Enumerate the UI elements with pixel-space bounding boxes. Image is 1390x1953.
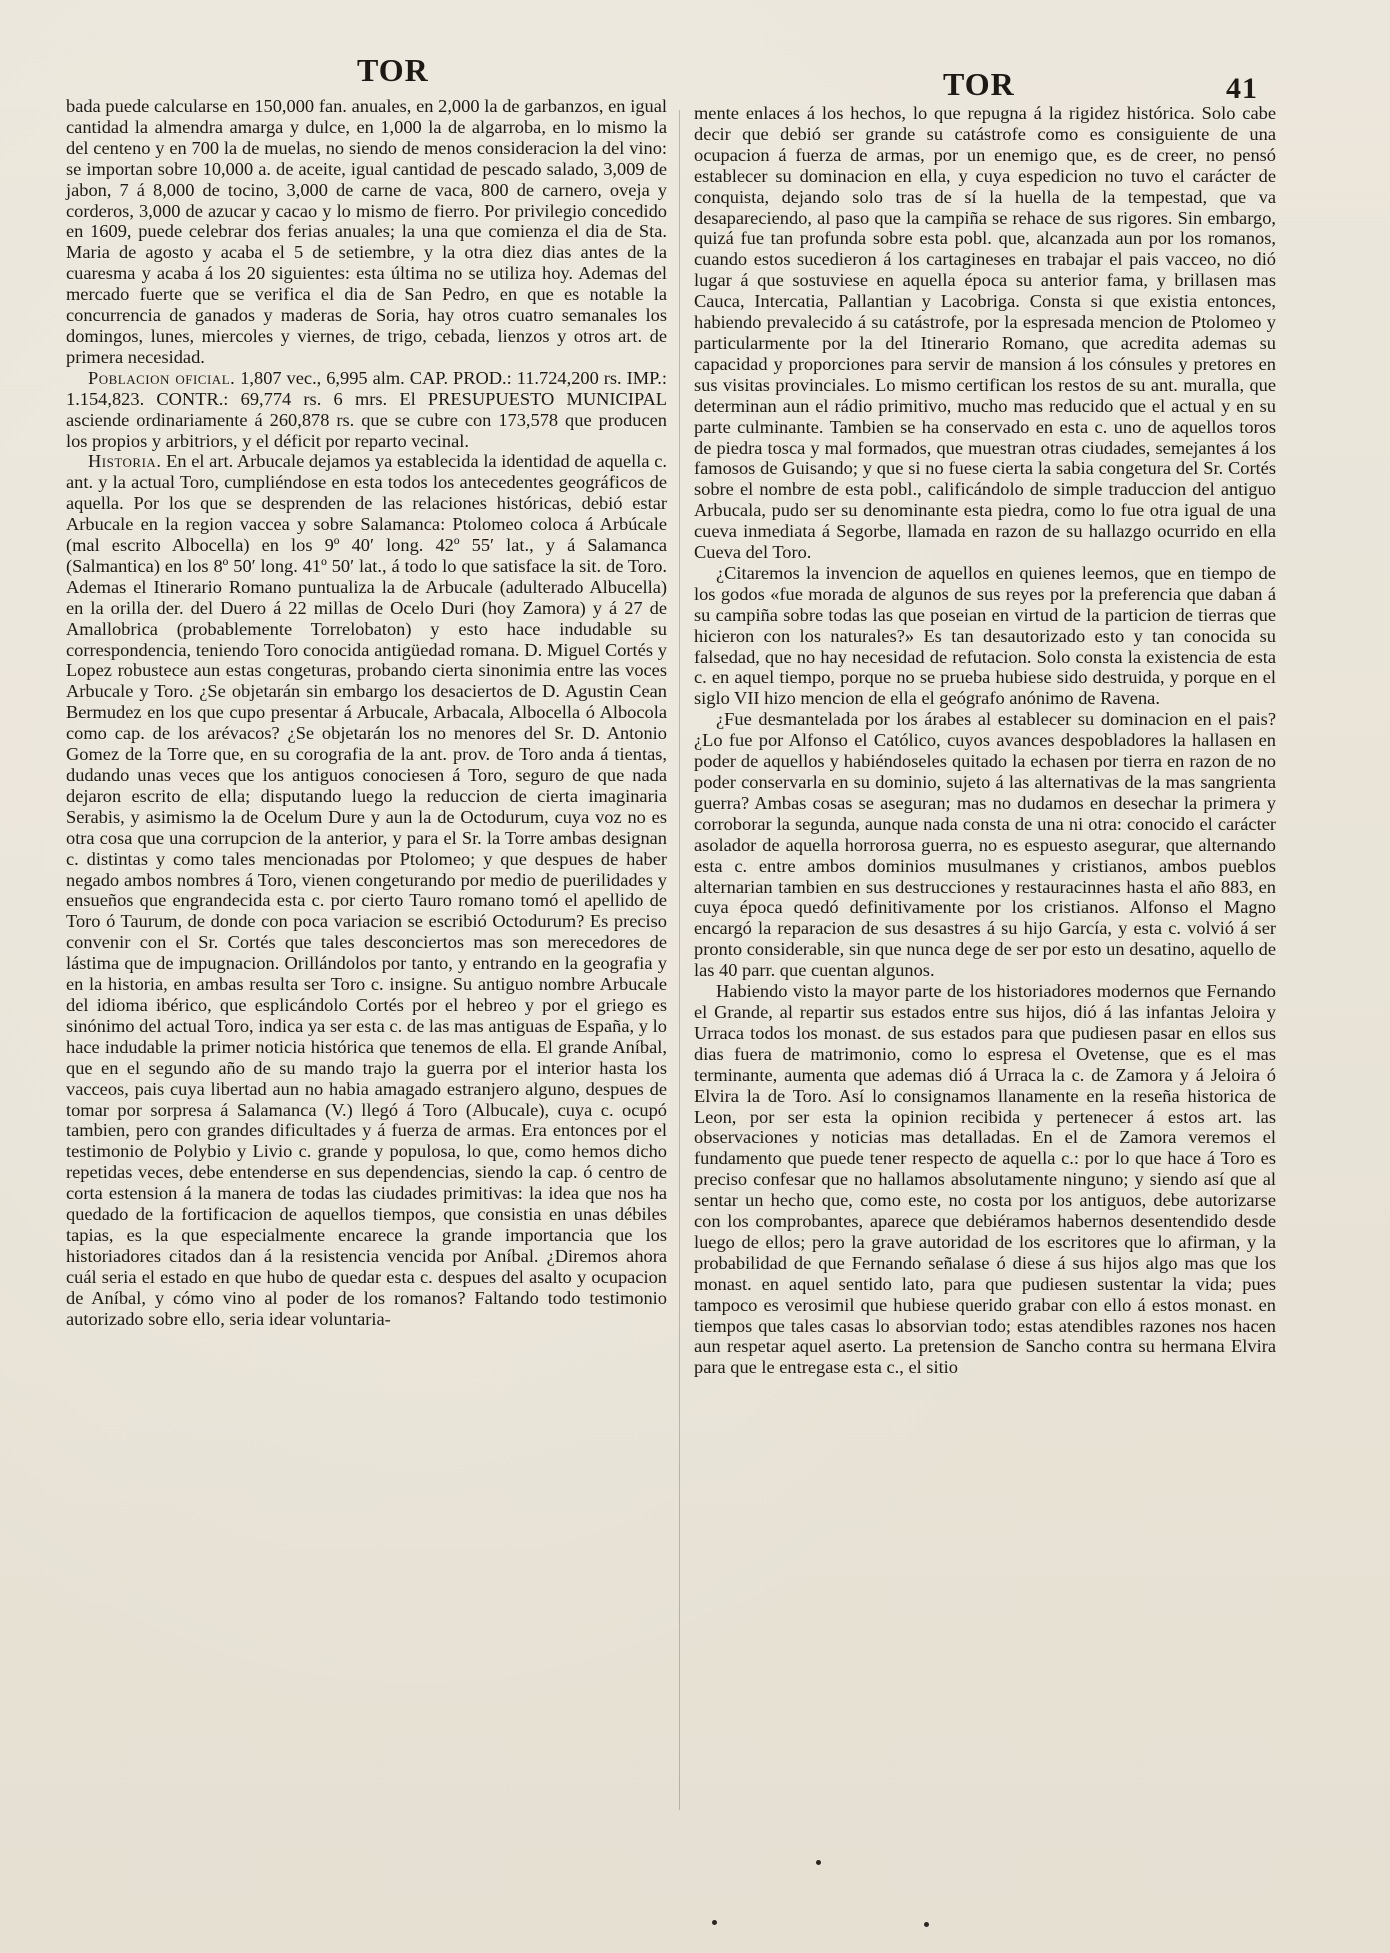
column-divider bbox=[679, 110, 680, 1810]
paragraph-continuation: mente enlaces á los hechos, lo que repugna á la rigidez histórica. Solo cabe decir que debió ser grande su catástrofe como es consiguiente de una ocupacion á fuerza de armas, por un enemigo que, es de creer, no pensó establecer su dominacion en ella, y cuya espedicion no tuvo el carácter de conquista, dejando solo tras de sí la huella de la tempestad, que va desapareciendo, al paso que la campiña se rehace de sus rigores. Sin embargo, quizá fue tan profunda sobre esta pobl. que, alcanzada aun por los romanos, cuando estos sucedieron á los cartagineses en trabajar el pais vacceo, no dió lugar á que sostuviese en aquella época su anterior fama, y brillasen mas Cauca, Intercatia, Pallantian y Lacobriga. Consta si que existia entonces, habiendo prevalecido á su catástrofe, por la espresada mencion de Ptolomeo y particularmente por la del Itinerario Romano, que acredita ademas su capacidad y proporciones para servir de mansion á los cónsules y pretores en sus visitas provinciales. Lo mismo certifican los restos de su ant. muralla, que determinan aun el rádio primitivo, mucho mas reducido que el actual y en su parte culminante. Tambien se ha conservado en esta c. uno de aquellos toros de piedra tosca y mal formados, que muestran otras ciudades, semejantes á los famosos de Guisando; y que si no fuese cierta la sabia congetura del Sr. Cortés sobre el nombre de esta pobl., calificándolo de simple traduccion del antiguo Arbucala, pudo ser su denominante esta piedra, como lo fue otra igual de una cueva inmediata á Segorbe, llamada en razon de su hallazgo ocurrido en ella Cueva del Toro. bbox=[694, 103, 1276, 563]
history-text: En el art. Arbucale dejamos ya establecida la identidad de aquella c. ant. y la actual Toro, cumpliéndose en esta todos los antecedentes geográficos de aquella. Por los que se desprenden de las relaciones históricas, debió estar Arbucale en la region vaccea y sobre Salamanca: Ptolomeo coloca á Arbúcale (mal escrito Albocella) en los 9º 40′ long. 42º 55′ lat., y á Salamanca (Salmantica) en los 8º 50′ long. 41º 50′ lat., á todo lo que satisface la sit. de Toro. Ademas el Itinerario Romano puntualiza la de Arbucale (adulterado Albucella) en la orilla der. del Duero á 22 millas de Ocelo Duri (hoy Zamora) y á 27 de Amallobrica (probablemente Torrelobaton) y esto hace indudable su correspondencia, teniendo Toro conocida antigüedad romana. D. Miguel Cortés y Lopez robustece aun estas congeturas, probando cierta sinonimia entre las voces Arbucale y Toro. ¿Se objetarán sin embargo los desaciertos de D. Agustin Cean Bermudez en los que cupo presentar á Arbucale, Arbacala, Albocella ó Albocola como cap. de los arévacos? ¿Se objetarán los no menores del Sr. D. Antonio Gomez de la Torre que, en su corografia de la ant. prov. de Toro anda á tientas, dudando unas veces que los antiguos conociesen á Toro, seguro de que nada dejaron escrito de ella; disputando luego la reduccion de cierta imaginaria Serabis, y asimismo la de Ocelum Dure y aun la de Octodurum, cuya voz no es otra cosa que una corrupcion de la anterior, y para el Sr. la Torre ambas designan c. distintas y como tales mencionadas por Ptolomeo; y que despues de haber negado ambos nombres á Toro, vienen congeturando por medio de puerilidades y ensueños que engrandecida esta c. por cierto Tauro romano tomó el apellido de Toro ó Taurum, de donde con poca variacion se escribió Octodurum? Es preciso convenir con el Sr. Cortés que tales desconciertos mas son merecedores de lástima que de impugnacion. Orillándolos por tanto, y entrando en la geografia y en la historia, en ambas resulta ser Toro c. insigne. Su antiguo nombre Arbucale del idioma ibérico, que esplicándolo Cortés por el hebreo y por el griego es sinónimo del actual Toro, indica ya ser esta c. de las mas antiguas de España, y lo hace indudable la primer noticia histórica que tenemos de ella. El grande Aníbal, que en el segundo año de su mando trajo la guerra por el interior hasta los vacceos, pais cuya libertad aun no habia amagado estranjero alguno, despues de tomar por sorpresa á Salamanca (V.) llegó á Toro (Albucale), cuya c. ocupó tambien, pero con grandes dificultades y á fuerza de armas. Era entonces por el testimonio de Polybio y Livio c. grande y populosa, lo que, como hemos dicho repetidas veces, debe entenderse en sus dependencias, siendo la cap. ó centro de corta estension á la manera de todas las ciudades primitivas: la idea que nos ha quedado de la fortificacion de aquellos tiempos, que consistia en unas débiles tapias, es la que especialmente encarece la grande importancia que los historiadores citados dan á la resistencia vencida por Aníbal. ¿Diremos ahora cuál seria el estado en que hubo de quedar esta c. despues del asalto y ocupacion de Aníbal, y cómo vino al poder de los romanos? Faltando todo testimonio autorizado sobre ello, seria idear voluntaria- bbox=[66, 451, 667, 1329]
paragraph-history bbox=[66, 451, 667, 1329]
paragraph-fernando: Habiendo visto la mayor parte de los historiadores modernos que Fernando el Grande, al repartir sus estados entre sus hijos, dió á las infantas Jeloira y Urraca todos los monast. de sus estados para que pudiesen pasar en ellos sus dias fuera de matrimonio, como lo espresa el Ovetense, que es el mas terminante, aumenta que ademas dió á Urraca la c. de Zamora y á Jeloira ó Elvira la de Toro. Así lo consignamos llanamente en la reseña historica de Leon, por ser esta la opinion recibida y pertenecer á estos art. las observaciones y noticias mas detalladas. En el de Zamora veremos el fundamento que puede tener respecto de aquella c.: por lo que hace á Toro es preciso confesar que no hallamos absolutamente ninguno; y siendo así que al sentar un hecho que, como este, no costa por los antiguos, debe autorizarse con los comprobantes, aparece que debiéramos habernos desentendido desde luego de ellos; pero la grave autoridad de los escritores que lo afirman, y la probabilidad de que Fernando señalase ó diese á sus hijos algo mas que los monast. en aquel sentido lato, para que pudiesen sustentar la vida; pues tampoco es verosimil que hubiese querido grabar con ello á estos monast. en tiempos que tales casas lo absorvian todo; estas atendibles razones nos hacen aun respetar aquel aserto. La pretension de Sancho contra su hermana Elvira para que le entregase esta c., el sitio bbox=[694, 981, 1276, 1378]
left-column bbox=[66, 96, 667, 1329]
paragraph-production: bada puede calcularse en 150,000 fan. anuales, en 2,000 la de garbanzos, en igual cantidad la almendra amarga y dulce, en 1,000 la de algarroba, en lo mismo la del centeno y en 700 la de muelas, no siendo de menos consideracion la del vino: se importan sobre 10,000 a. de aceite, igual cantidad de pescado salado, 3,009 de jabon, 7 á 8,000 de tocino, 3,000 de carne de vaca, 800 de carnero, oveja y corderos, 3,000 de azucar y cacao y lo mismo de fierro. Por privilegio concedido en 1609, puede celebrar dos ferias anuales; la una que comienza el dia de Sta. Maria de agosto y acaba el 5 de setiembre, y la otra diez dias antes de la cuaresma y acaba á los 20 siguientes: esta última no se utiliza hoy. Ademas del mercado fuerte que se verifica el dia de San Pedro, en que es notable la concurrencia de ganados y maderas de Soria, hay otros cuatro semanales los domingos, lunes, miercoles y viernes, de trigo, cebada, lienzos y otros art. de primera necesidad. bbox=[66, 96, 667, 367]
population-text: 1,807 vec., 6,995 alm. CAP. PROD.: 11.724,200 rs. IMP.: 1.154,823. CONTR.: 69,774 rs. 6 mrs. El PRESUPUESTO MUNICIPAL asciende ordinariamente á 260,878 rs. que se cubre con 173,578 que producen los propios y arbitriors, y el déficit por reparto vecinal. bbox=[66, 367, 667, 451]
section-label-history: Historia. bbox=[88, 451, 162, 472]
running-header-left: TOR bbox=[357, 52, 429, 88]
paragraph-arabes: ¿Fue desmantelada por los árabes al establecer su dominacion en el pais? ¿Lo fue por Alfonso el Católico, cuyos avances despobladores la hallasen en poder de aquellos y habiéndoseles quitado la echasen por tierra en razon de no poder conservarla en su dominio, sujeto á las alternativas de la mas sangrienta guerra? Ambas cosas se aseguran; mas no dudamos en desechar la primera y corroborar la segunda, aunque nada consta de una ni otra: conocido el carácter asolador de aquella horrorosa guerra, no es espuesto asegurar, que alternando esta c. entre ambos dominios musulmanes y cristianos, ambos pueblos alternarian tambien en sus destrucciones y restauracinnes hasta el año 883, en cuya época quedó definitivamente por los cristianos. Alfonso el Magno encargó la reparacion de sus desastres á su hijo García, y esta c. volvió á ser pronto considerable, sin que nunca dege de ser por esto un desatino, aquello de las 40 parr. que cuentan algunos. bbox=[694, 709, 1276, 981]
ink-speck bbox=[816, 1860, 821, 1865]
running-header-right: TOR bbox=[943, 66, 1015, 102]
ink-speck bbox=[924, 1922, 929, 1927]
paragraph-godos: ¿Citaremos la invencion de aquellos en quienes leemos, que en tiempo de los godos «fue morada de algunos de sus reyes por la preferencia que daban á su campiña sobre todas las que poseian en virtud de la particion de tierras que hicieron con los naturales?» Es tan desautorizado esto y tan conocida su falsedad, que no hay necesidad de refutacion. Solo consta la existencia de esta c. en aquel tiempo, porque no se prueba hubiese sido destruida, y porque en el siglo VII hizo mencion de ella el geógrafo anónimo de Ravena. bbox=[694, 562, 1276, 709]
paragraph-population bbox=[66, 368, 667, 452]
ink-speck bbox=[712, 1920, 717, 1925]
section-label-population: Poblacion oficial. bbox=[88, 367, 236, 388]
right-column bbox=[694, 103, 1276, 1378]
page-number: 41 bbox=[1226, 72, 1258, 105]
